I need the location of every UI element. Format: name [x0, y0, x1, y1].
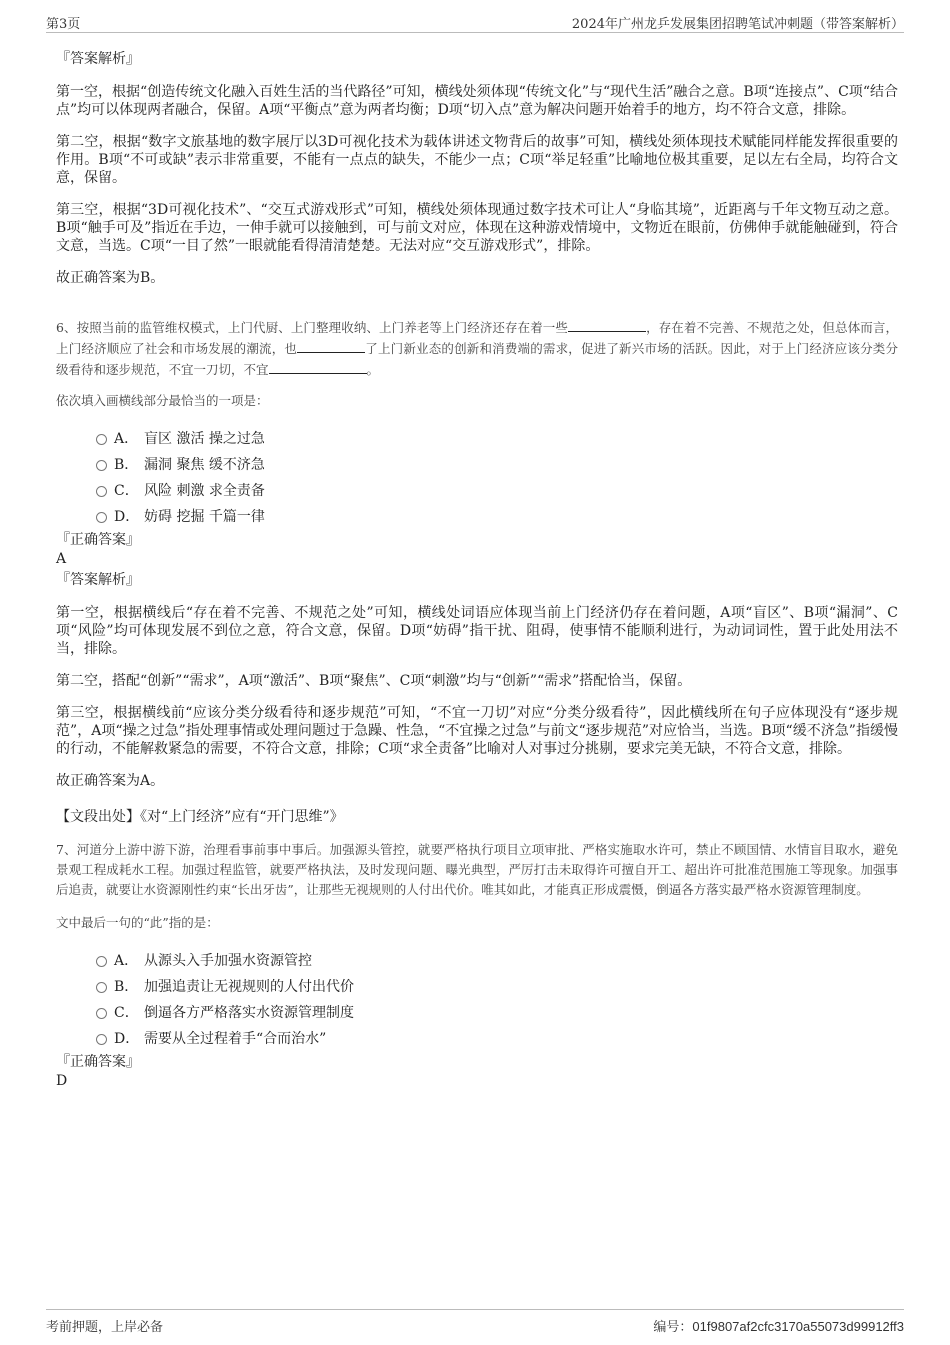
- analysis-paragraph: 第一空，根据“创造传统文化融入百姓生活的当代路径”可知，横线处须体现“传统文化”与“现代生活”融合之意。B项“连接点”、C项“结合点”均可以体现两者融合，保留。A项“平衡点”意为两者均衡；D项“切入点”意为解决问题开始着手的地方，均不符合文意，排除。: [56, 84, 898, 118]
- correct-answer: D: [56, 1073, 68, 1089]
- document-body: [56, 43, 898, 1090]
- question-number: 6、: [56, 320, 77, 335]
- question-7-prompt: 文中最后一句的“此”指的是：: [56, 915, 219, 930]
- analysis-paragraph: 第三空，根据“3D可视化技术”、“交互式游戏形式”可知，横线处须体现通过数字技术可让人“身临其境”，近距离与千年文物互动之意。B项“触手可及”指近在手边，一伸手就可以接触到，可与前文对应，体现在这种游戏情境中，文物近在眼前，仿佛伸手就能触碰到，符合文意，当选。C项“一目了然”一眼就能看得清清楚楚。无法对应“交互游戏形式”，排除。: [56, 202, 898, 254]
- analysis-label: 『答案解析』: [56, 572, 140, 588]
- analysis-label: 『答案解析』: [56, 51, 140, 67]
- correct-answer-label: 『正确答案』: [56, 1054, 140, 1070]
- analysis-conclusion: 故正确答案为B。: [56, 270, 165, 286]
- fill-blank: [269, 359, 367, 374]
- option-c[interactable]: C． 倒逼各方严格落实水资源管理制度: [96, 1002, 898, 1028]
- document-code: 编号：01f9807af2cfc3170a55073d99912ff3: [653, 1319, 904, 1335]
- radio-icon[interactable]: [96, 512, 107, 523]
- question-number: 7、: [56, 842, 77, 857]
- option-c[interactable]: C． 风险 刺激 求全责备: [96, 480, 898, 506]
- radio-icon[interactable]: [96, 956, 107, 967]
- page-header: [46, 8, 904, 33]
- radio-icon[interactable]: [96, 486, 107, 497]
- correct-answer-label: 『正确答案』: [56, 532, 140, 548]
- analysis-paragraph: 第三空，根据横线前“应该分类分级看待和逐步规范”可知，“不宜一刀切”对应“分类分级看待”，因此横线所在句子应体现没有“逐步规范”，A项“操之过急”指处理事情或处理问题过于急躁、性急，“不宜操之过急”与前文“逐步规范”对应恰当，当选。B项“缓不济急”指缓慢的行动，不能解救紧急的需要，不符合文意，排除；C项“求全责备”比喻对人对事过分挑剔，要求完美无缺，不符合文意，排除。: [56, 705, 898, 757]
- page-number: 第3页: [46, 17, 81, 32]
- fill-blank: [568, 317, 646, 332]
- option-a[interactable]: A． 从源头入手加强水资源管控: [96, 950, 898, 976]
- analysis-conclusion: 故正确答案为A。: [56, 773, 165, 789]
- option-b[interactable]: B． 漏洞 聚焦 缓不济急: [96, 454, 898, 480]
- option-d[interactable]: D． 妨碍 挖掘 千篇一律: [96, 506, 898, 532]
- question-6-stem: 6、按照当前的监管维权模式，上门代厨、上门整理收纳、上门养老等上门经济还存在着一些 ，存在着不完善、不规范之处，但总体而言，上门经济顺应了社会和市场发展的潮流，也 了上门新业态的创新和消费端的需求，促进了新兴市场的活跃。因此，对于上门经济应该分类分级看待和逐步规范，不宜一刀切，不宜 。: [56, 317, 898, 380]
- option-d[interactable]: D． 需要从全过程着手“合而治水”: [96, 1028, 898, 1054]
- analysis-paragraph: 第二空，根据“数字文旅基地的数字展厅以3D可视化技术为载体讲述文物背后的故事”可知，横线处须体现技术赋能同样能发挥很重要的作用。B项“不可或缺”表示非常重要，不能有一点点的缺失，不能少一点；C项“举足轻重”比喻地位极其重要，足以左右全局，均符合文意，保留。: [56, 134, 898, 186]
- option-b[interactable]: B． 加强追责让无视规则的人付出代价: [96, 976, 898, 1002]
- option-a[interactable]: A． 盲区 激活 操之过急: [96, 428, 898, 454]
- radio-icon[interactable]: [96, 982, 107, 993]
- passage-source: 【文段出处】《对“上门经济”应有“开门思维”》: [56, 809, 344, 825]
- fill-blank: [297, 338, 365, 353]
- question-7-options: [96, 950, 898, 1054]
- analysis-paragraph: 第一空，根据横线后“存在着不完善、不规范之处”可知，横线处词语应体现当前上门经济仍存在着问题，A项“盲区”、B项“漏洞”、C项“风险”均可体现发展不到位之意，符合文意，保留。D项“妨碍”指干扰、阻碍，使事情不能顺利进行，为动词词性，置于此处用法不当，排除。: [56, 605, 898, 657]
- footer-slogan: 考前押题，上岸必备: [46, 1320, 164, 1335]
- document-title: 2024年广州龙乒发展集团招聘笔试冲刺题（带答案解析）: [571, 17, 904, 32]
- page-footer: [46, 1309, 904, 1338]
- radio-icon[interactable]: [96, 460, 107, 471]
- radio-icon[interactable]: [96, 434, 107, 445]
- analysis-paragraph: 第二空，搭配“创新”“需求”，A项“激活”、B项“聚焦”、C项“刺激”均与“创新”“需求”搭配恰当，保留。: [56, 673, 692, 689]
- question-7-stem: 7、河道分上游中游下游，治理看事前事中事后。加强源头管控，就要严格执行项目立项审批、严格实施取水许可，禁止不顾国情、水情盲目取水，避免景观工程成耗水工程。加强过程监管，就要严格执法，及时发现问题、曝光典型，严厉打击未取得许可擅自开工、超出许可批准范围施工等现象。加强事后追责，就要让水资源刚性约束“长出牙齿”，让那些无视规则的人付出代价。唯其如此，才能真正形成震慑，倒逼各方落实最严格水资源管理制度。: [56, 842, 898, 897]
- question-6-options: [96, 428, 898, 532]
- question-6-prompt: 依次填入画横线部分最恰当的一项是：: [56, 393, 269, 408]
- correct-answer: A: [56, 551, 67, 567]
- radio-icon[interactable]: [96, 1034, 107, 1045]
- radio-icon[interactable]: [96, 1008, 107, 1019]
